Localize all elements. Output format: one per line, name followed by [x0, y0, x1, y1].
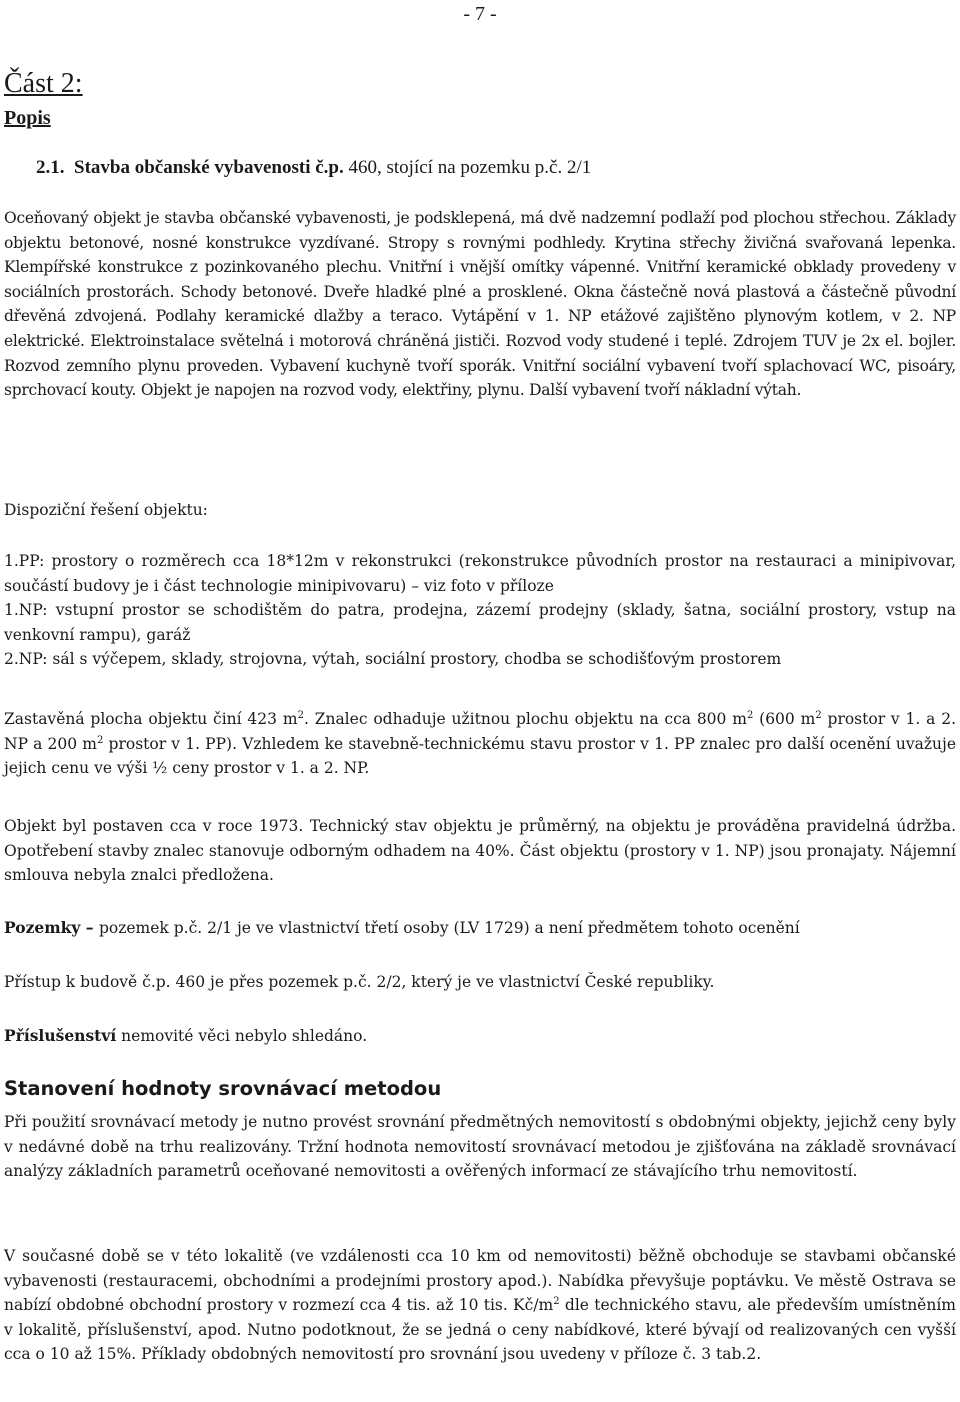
land-paragraph	[4, 916, 956, 941]
accessories-label: Příslušenství	[4, 1026, 117, 1045]
accessories-text: nemovité věci nebylo shledáno.	[116, 1027, 368, 1045]
superscript: 2	[97, 734, 104, 746]
part-title: Část 2:	[4, 68, 83, 99]
superscript: 2	[553, 1296, 560, 1308]
current-market-paragraph	[4, 1244, 956, 1367]
section-title-bold: Stavba občanské vybavenosti č.p.	[74, 157, 344, 178]
section-title-rest: 460, stojící na pozemku p.č. 2/1	[343, 157, 592, 178]
disposition-label: Dispoziční řešení objektu:	[4, 501, 208, 519]
land-dash: –	[80, 918, 99, 937]
area-text: Zastavěná plocha objektu činí 423 m	[4, 710, 298, 728]
disposition-1pp: 1.PP: prostory o rozměrech cca 18*12m v rekonstrukci (rekonstrukce původních prostor na restauraci a minipivovar, součástí budovy je i část technologie minipivovaru) – viz foto v příloze	[4, 552, 956, 595]
accessories-paragraph	[4, 1024, 956, 1049]
disposition-list	[4, 549, 956, 672]
area-text: (600 m	[753, 710, 816, 728]
valuation-heading: Stanovení hodnoty srovnávací metodou	[4, 1077, 442, 1100]
market-text: dle technického stavu, ale především umístněním v lokalitě, příslušenství, apod. Nutno podotknout, že se jedná o ceny nabídkové, které bývají od realizovaných cen vyšší cca o 10 až 15%. Příklady obdobných nemovitostí pro srovnání jsou uvedeny v příloze č. 3 tab.2.	[4, 1296, 956, 1364]
disposition-1np: 1.NP: vstupní prostor se schodištěm do patra, prodejna, zázemí prodejny (sklady, šatna, sociální prostory, vstup na venkovní rampu), garáž	[4, 601, 956, 644]
access-paragraph: Přístup k budově č.p. 460 je přes pozemek p.č. 2/2, který je ve vlastnictví České republiky.	[4, 973, 715, 991]
area-paragraph	[4, 707, 956, 781]
building-description: Oceňovaný objekt je stavba občanské vybavenosti, je podsklepená, má dvě nadzemní podlaží pod plochou střechou. Základy objektu betonové, nosné konstrukce vyzdívané. Stropy s rovnými podhledy. Krytina střechy živičná svařovaná lepenka. Klempířské konstrukce z pozinkovaného plechu. Vnitřní i vnější omítky vápenné. Vnitřní keramické obklady provedeny v sociálních prostorách. Schody betonové. Dveře hladké plné a prosklené. Okna částečně nová plastová a částečně původní dřevěná zdvojená. Podlahy keramické dlažby a teraco. Vytápění v 1. NP etážové zajištěno plynovým kotlem, v 2. NP elektrické. Elektroinstalace světelná i motorová chráněná jističi. Rozvod vody studené i teplé. Zdrojem TUV je 2x el. bojler. Rozvod zemního plynu proveden. Vybavení kuchyně tvoří sporák. Vnitřní sociální vybavení tvoří splachovací WC, pisoáry, sprchovací kouty. Objekt je napojen na rozvod vody, elektřiny, plynu. Další vybavení tvoří nákladní výtah.	[4, 209, 956, 400]
superscript: 2	[297, 709, 304, 721]
area-text: prostor v 1. a 2. NP a 200 m	[4, 710, 956, 753]
area-text: prostor v 1. PP). Vzhledem ke stavebně-technickému stavu prostor v 1. PP znalec pro další ocenění uvažuje jejich cenu ve výši ½ ceny prostor v 1. a 2. NP.	[4, 734, 956, 778]
superscript: 2	[815, 709, 822, 721]
superscript: 2	[746, 709, 754, 721]
valuation-paragraph: Při použití srovnávací metody je nutno provést srovnání předmětných nemovitostí s obdobnými objekty, jejichž ceny byly v nedávné době na trhu realizovány. Tržní hodnota nemovitostí srovnávací metodou je zjišťována na základě srovnávací analýzy základních parametrů oceňované nemovitosti a ověřených informací ze stávajícího trhu nemovitostí.	[4, 1113, 956, 1181]
area-text: . Znalec odhaduje užitnou plochu objektu na cca 800 m	[303, 710, 747, 728]
condition-paragraph: Objekt byl postaven cca v roce 1973. Technický stav objektu je průměrný, na objektu je prováděna pravidelná údržba. Opotřebení stavby znalec stanovuje odborným odhadem na 40%. Část objektu (prostory v 1. NP) jsou pronajaty. Nájemní smlouva nebyla znalci předložena.	[4, 817, 956, 885]
land-label: Pozemky	[4, 918, 81, 937]
page-number: - 7 -	[463, 3, 497, 25]
market-text: V současné době se v této lokalitě (ve vzdálenosti cca 10 km od nemovitosti) běžně obchoduje se stavbami občanské vybavenosti (restauracemi, obchodními a prodejními prostory apod.). Nabídka převyšuje poptávku. Ve městě Ostrava se nabízí obdobné obchodní prostory v rozmezí cca 4 tis. až 10 tis. Kč/m	[4, 1247, 956, 1315]
disposition-2np: 2.NP: sál s výčepem, sklady, strojovna, výtah, sociální prostory, chodba se schodišťovým prostorem	[4, 650, 782, 669]
land-text: pozemek p.č. 2/1 je ve vlastnictví třetí osoby (LV 1729) a není předmětem tohoto ocenění	[98, 919, 800, 937]
part-subtitle: Popis	[4, 107, 51, 129]
section-heading	[36, 156, 960, 180]
section-number: 2.1.	[36, 157, 65, 178]
